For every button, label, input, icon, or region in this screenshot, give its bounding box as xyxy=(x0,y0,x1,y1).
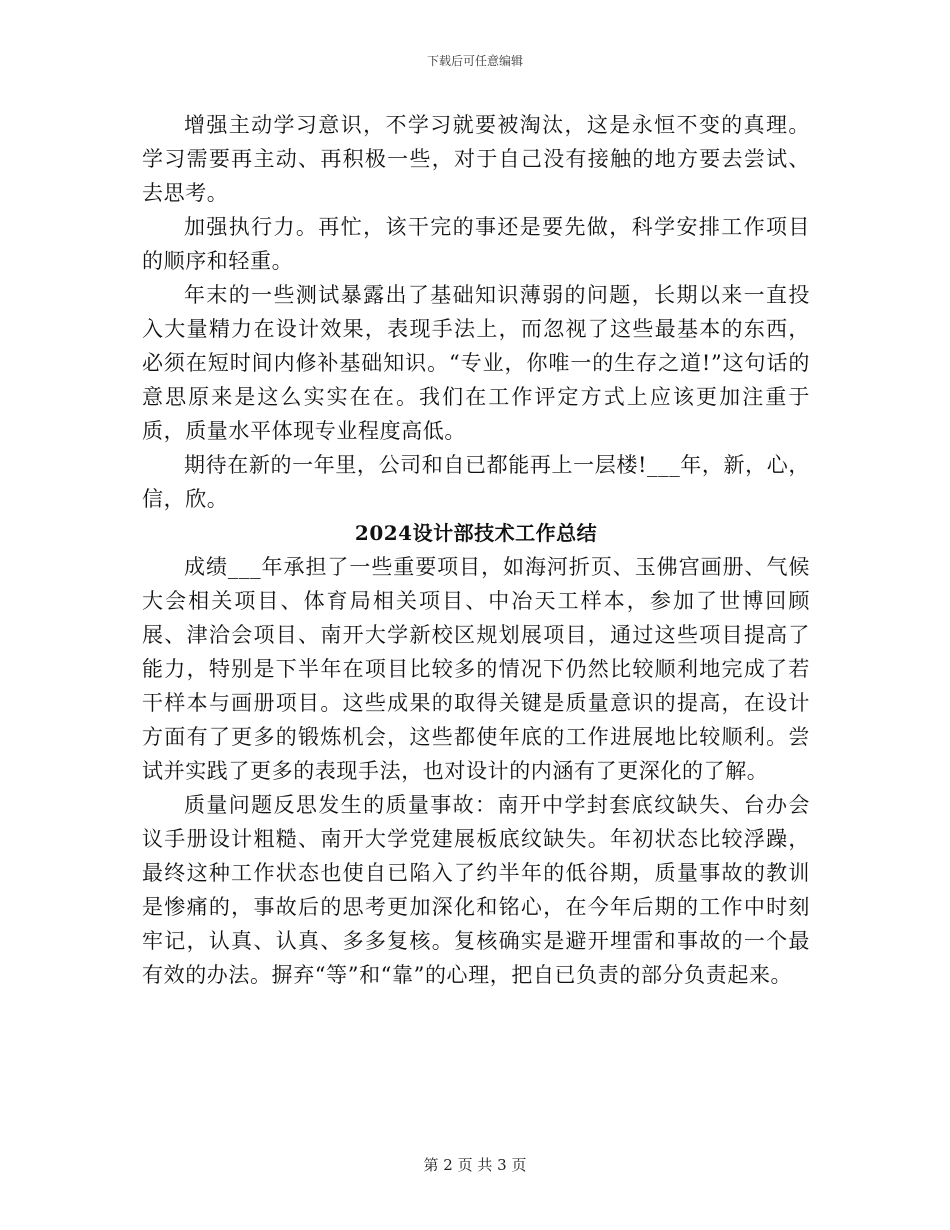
page-header: 下载后可任意编辑 xyxy=(426,54,523,68)
document-body xyxy=(142,108,810,992)
section-title: 2024设计部技术工作总结 xyxy=(354,521,598,545)
paragraph-expectation: 期待在新的一年里，公司和自已都能再上一层楼!___年，新，心，信，欣。 xyxy=(142,453,810,511)
paragraph-quality-reflection: 质量问题反思发生的质量事故：南开中学封套底纹缺失、台办会议手册设计粗糙、南开大学党建展板底纹缺失。年初状态比较浮躁，最终这种工作状态也使自已陷入了约半年的低谷期，质量事故的教训是惨痛的，事故后的思考更加深化和铭心，在今年后期的工作中时刻牢记，认真、认真、多多复核。复核确实是避开埋雷和事故的一个最有效的办法。摒弃“等”和“靠”的心理，把自已负责的部分负责起来。 xyxy=(142,793,810,987)
paragraph-achievements: 成绩___年承担了一些重要项目，如海河折页、玉佛宫画册、气候大会相关项目、体育局相关项目、中冶天工样本，参加了世博回顾展、津洽会项目、南开大学新校区规划展项目，通过这些项目提高了能力，特别是下半年在项目比较多的情况下仍然比较顺利地完成了若干样本与画册项目。这些成果的取得关键是质量意识的提高，在设计方面有了更多的锻炼机会，这些都使年底的工作进展地比较顺利。尝试并实践了更多的表现手法，也对设计的内涵有了更深化的了解。 xyxy=(142,555,810,783)
paragraph-learning: 增强主动学习意识，不学习就要被淘汰，这是永恒不变的真理。学习需要再主动、再积极一些，对于自己没有接触的地方要去尝试、去思考。 xyxy=(142,113,810,205)
paragraph-fundamentals: 年末的一些测试暴露出了基础知识薄弱的问题，长期以来一直投入大量精力在设计效果，表现手法上，而忽视了这些最基本的东西，必须在短时间内修补基础知识。“专业，你唯一的生存之道!”这句话的意思原来是这么实实在在。我们在工作评定方式上应该更加注重于质，质量水平体现专业程度高低。 xyxy=(142,283,810,443)
paragraph-execution: 加强执行力。再忙，该干完的事还是要先做，科学安排工作项目的顺序和轻重。 xyxy=(142,215,810,273)
page-number-footer: 第 2 页 共 3 页 xyxy=(423,1156,527,1174)
